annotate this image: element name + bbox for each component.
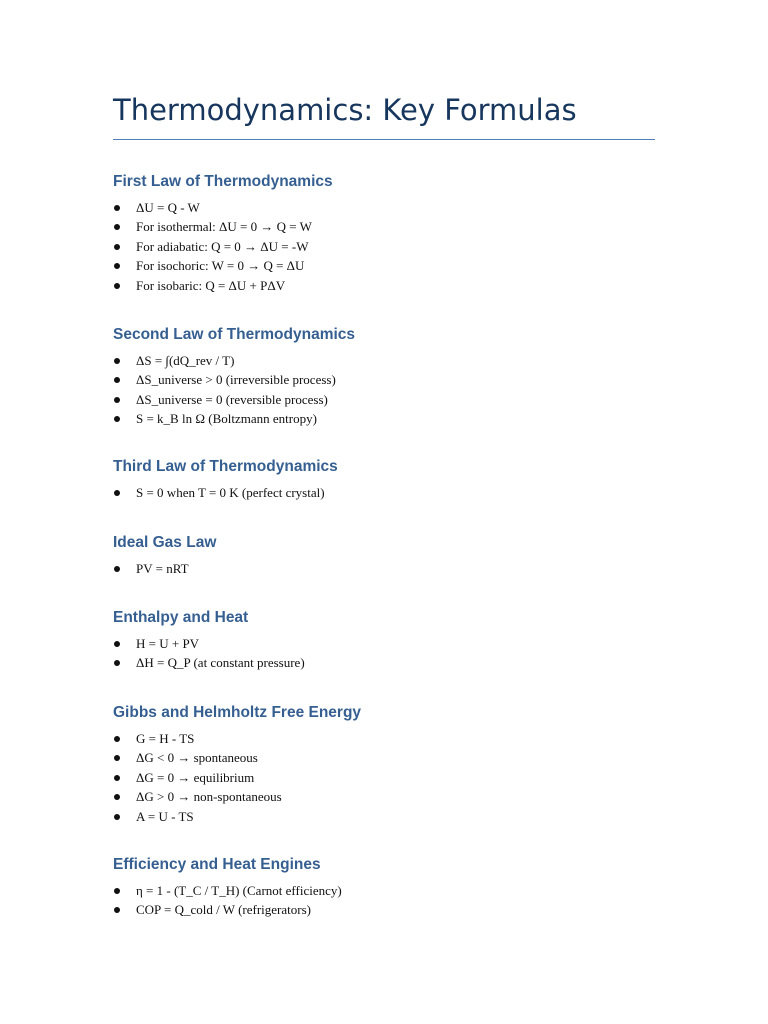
list-item [113, 787, 673, 806]
formula-list [113, 559, 673, 578]
list-item [113, 276, 673, 295]
bullet-icon [114, 814, 120, 820]
section-heading: Enthalpy and Heat [113, 609, 249, 626]
section-heading: Efficiency and Heat Engines [113, 856, 321, 873]
formula-text: ΔS = ∫(dQ_rev / T) [136, 353, 235, 368]
section-heading: First Law of Thermodynamics [113, 173, 333, 190]
list-item [113, 256, 673, 275]
list-item [113, 748, 673, 767]
formula-list [113, 351, 673, 429]
formula-text: For isochoric: W = 0 → Q = ΔU [136, 258, 305, 274]
formula-text: ΔG > 0 → non-spontaneous [136, 789, 282, 805]
list-item [113, 483, 673, 502]
bullet-icon [114, 358, 120, 364]
list-item [113, 807, 673, 826]
section-second-law [113, 323, 673, 429]
formula-text: S = 0 when T = 0 K (perfect crystal) [136, 485, 325, 500]
section-free-energy [113, 701, 673, 826]
list-item [113, 900, 673, 919]
formula-list [113, 483, 673, 502]
bullet-icon [114, 736, 120, 742]
formula-text: ΔS_universe > 0 (irreversible process) [136, 372, 336, 388]
list-item [113, 351, 673, 370]
section-third-law [113, 455, 673, 502]
section-heading: Gibbs and Helmholtz Free Energy [113, 704, 362, 721]
formula-text: ΔG < 0 → spontaneous [136, 750, 258, 766]
formula-text: G = H - TS [136, 731, 195, 746]
list-item [113, 217, 673, 236]
bullet-icon [114, 794, 120, 800]
list-item [113, 653, 673, 672]
section-first-law [113, 170, 673, 295]
list-item [113, 729, 673, 748]
formula-text: COP = Q_cold / W (refrigerators) [136, 902, 311, 918]
formula-text: ΔG = 0 → equilibrium [136, 769, 255, 785]
formula-text: ΔU = Q - W [136, 200, 200, 215]
formula-text: PV = nRT [136, 561, 189, 576]
bullet-icon [114, 283, 120, 289]
list-item [113, 559, 673, 578]
formula-text: η = 1 - (T_C / T_H) (Carnot efficiency) [136, 883, 342, 898]
formula-text: S = k_B ln Ω (Boltzmann entropy) [136, 411, 317, 427]
formula-text: For isobaric: Q = ΔU + PΔV [136, 277, 286, 293]
bullet-icon [114, 566, 120, 572]
formula-text: A = U - TS [136, 808, 194, 824]
bullet-icon [114, 397, 120, 403]
formula-list [113, 198, 673, 295]
bullet-icon [114, 660, 120, 666]
list-item [113, 634, 673, 653]
formula-list [113, 729, 673, 826]
bullet-icon [114, 244, 120, 250]
bullet-icon [114, 263, 120, 269]
bullet-icon [114, 224, 120, 230]
list-item [113, 768, 673, 787]
bullet-icon [114, 775, 120, 781]
title-underline [113, 139, 655, 140]
bullet-icon [114, 416, 120, 422]
bullet-icon [114, 205, 120, 211]
formula-list [113, 634, 673, 673]
formula-text: For isothermal: ΔU = 0 → Q = W [136, 219, 312, 235]
list-item [113, 409, 673, 428]
bullet-icon [114, 641, 120, 647]
section-efficiency [113, 853, 673, 920]
bullet-icon [114, 907, 120, 913]
section-enthalpy [113, 606, 673, 673]
formula-text: H = U + PV [136, 636, 200, 651]
list-item [113, 370, 673, 389]
list-item [113, 237, 673, 256]
bullet-icon [114, 755, 120, 761]
bullet-icon [114, 888, 120, 894]
section-heading: Third Law of Thermodynamics [113, 458, 338, 475]
section-ideal-gas-law [113, 531, 673, 578]
list-item [113, 390, 673, 409]
document-title: Thermodynamics: Key Formulas [113, 93, 577, 127]
list-item [113, 881, 673, 900]
formula-text: ΔH = Q_P (at constant pressure) [136, 655, 305, 671]
bullet-icon [114, 490, 120, 496]
bullet-icon [114, 377, 120, 383]
section-heading: Ideal Gas Law [113, 534, 217, 551]
formula-text: For adiabatic: Q = 0 → ΔU = -W [136, 238, 309, 254]
formula-text: ΔS_universe = 0 (reversible process) [136, 391, 328, 407]
section-heading: Second Law of Thermodynamics [113, 326, 356, 343]
list-item [113, 198, 673, 217]
formula-list [113, 881, 673, 920]
